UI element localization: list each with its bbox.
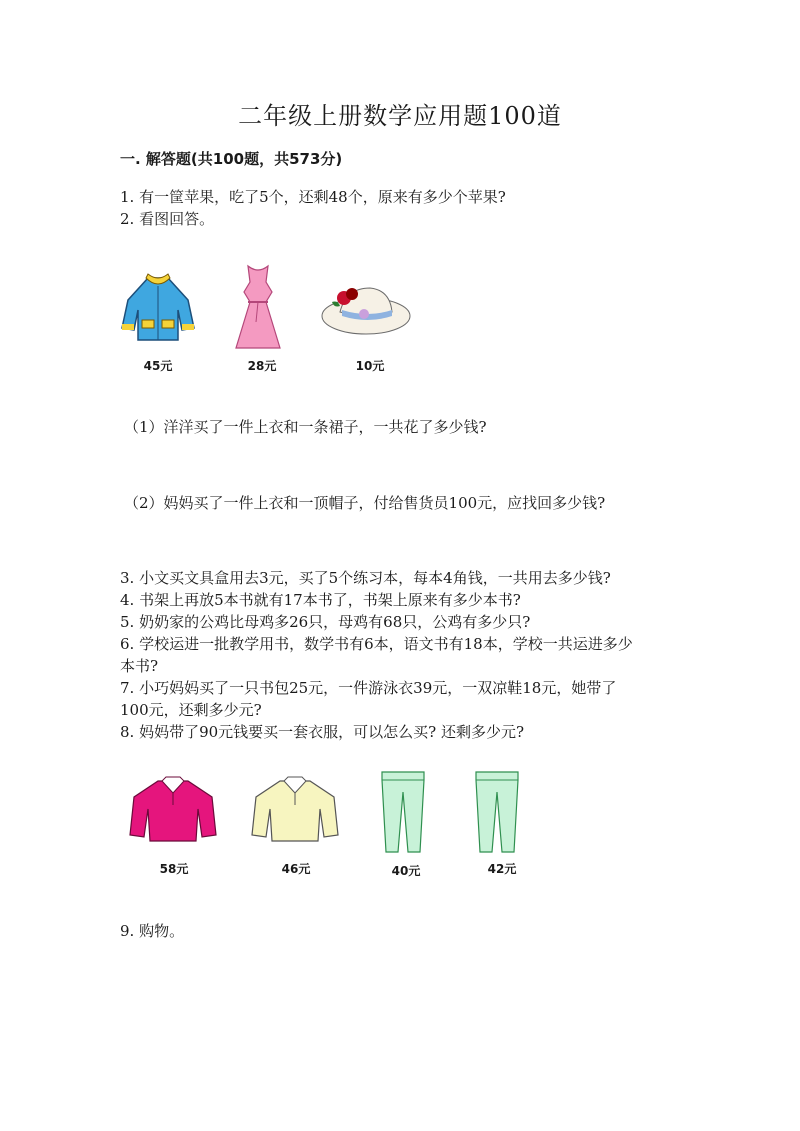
hat-icon (318, 280, 414, 340)
question-1: 1. 有一筐苹果，吃了5个，还剩48个，原来有多少个苹果? (120, 188, 506, 206)
pink-sweater-icon (128, 775, 218, 845)
section-heading: 一. 解答题(共100题，共573分) (120, 150, 343, 168)
price-label: 40元 (391, 864, 421, 878)
page-title: 二年级上册数学应用题100道 (238, 102, 562, 130)
price-label: 58元 (159, 862, 189, 876)
question-8: 8. 妈妈带了90元钱要买一套衣服，可以怎么买? 还剩多少元? (120, 723, 525, 741)
price-label: 10元 (355, 359, 385, 373)
question-6-line-2: 本书? (120, 657, 159, 675)
jacket-icon (118, 270, 198, 345)
question-2-part-1: （1）洋洋买了一件上衣和一条裙子，一共花了多少钱? (124, 418, 487, 436)
dress-icon (228, 262, 288, 352)
yellow-sweater-icon (250, 775, 340, 845)
question-7-line-2: 100元，还剩多少元? (120, 701, 262, 719)
green-pants-icon (378, 770, 428, 854)
question-3: 3. 小文买文具盒用去3元，买了5个练习本，每本4角钱，一共用去多少钱? (120, 569, 611, 587)
question-2: 2. 看图回答。 (120, 210, 215, 228)
question-7-line-1: 7. 小巧妈妈买了一只书包25元，一件游泳衣39元，一双凉鞋18元，她带了 (120, 679, 617, 697)
price-label: 42元 (487, 862, 517, 876)
question-9: 9. 购物。 (120, 922, 185, 940)
question-5: 5. 奶奶家的公鸡比母鸡多26只，母鸡有68只，公鸡有多少只? (120, 613, 531, 631)
question-2-part-2: （2）妈妈买了一件上衣和一顶帽子，付给售货员100元，应找回多少钱? (124, 494, 606, 512)
price-label: 45元 (143, 359, 173, 373)
question-4: 4. 书架上再放5本书就有17本书了，书架上原来有多少本书? (120, 591, 521, 609)
green-pants-icon (472, 770, 522, 854)
question-6-line-1: 6. 学校运进一批教学用书，数学书有6本，语文书有18本，学校一共运进多少 (120, 635, 633, 653)
price-label: 46元 (281, 862, 311, 876)
price-label: 28元 (247, 359, 277, 373)
